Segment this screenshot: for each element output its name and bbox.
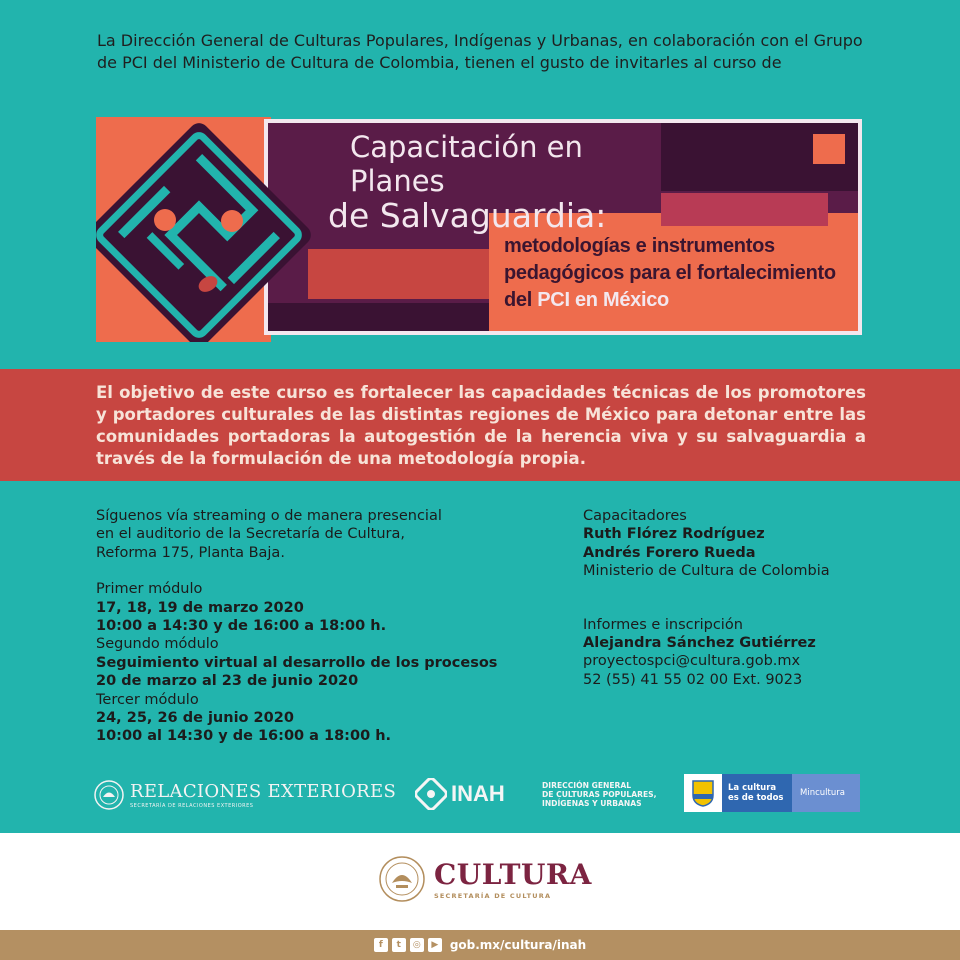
- min-line-2: es de todos: [728, 793, 784, 803]
- banner-subtitle-line3: [504, 287, 854, 314]
- objective-text: El objetivo de este curso es fortalecer las capacidades técnicas de los promotores y portadores culturales de las distintas regiones de México para detonar entre las comunidades portadoras la autogestión de la herencia viva y su salvaguardia a través de la formulación de una metodología propia.: [96, 383, 866, 468]
- social-icons: [374, 938, 442, 952]
- banner-title-line2: de Salvaguardia:: [328, 196, 607, 235]
- youtube-icon[interactable]: ▶: [428, 938, 442, 952]
- banner-title-line1: Capacitación en Planes: [350, 130, 583, 198]
- module-1-hours: 10:00 a 14:30 y de 16:00 a 18:00 h.: [96, 618, 387, 635]
- banner-subtitle-prefix: del: [504, 289, 532, 311]
- banner-subtitle: [504, 233, 854, 314]
- module-1-label: Primer módulo: [96, 581, 203, 598]
- sre-subtitle: SECRETARÍA DE RELACIONES EXTERIORES: [130, 803, 254, 809]
- inah-logo: [415, 778, 505, 810]
- dg-line-1: DIRECCIÓN GENERAL: [542, 781, 632, 790]
- module-3-label: Tercer módulo: [96, 691, 199, 708]
- streaming-line-2: en el auditorio de la Secretaría de Cultura,: [96, 526, 405, 543]
- mincultura-name: Mincultura: [792, 774, 860, 812]
- module-2-label: Segundo módulo: [96, 636, 219, 653]
- contact-phone: 52 (55) 41 55 02 00 Ext. 9023: [583, 671, 803, 688]
- streaming-line-1: Síguenos vía streaming o de manera presencial: [96, 508, 442, 524]
- bottom-bar: [0, 930, 960, 960]
- intro-text: La Dirección General de Culturas Populares, Indígenas y Urbanas, en colaboración con el Grupo de PCI del Ministerio de Cultura de Colombia, tienen el gusto de invitarles al curso de: [97, 31, 863, 72]
- footer-url[interactable]: gob.mx/cultura/inah: [449, 938, 587, 952]
- banner-subtitle-line1: metodologías e instrumentos: [504, 235, 775, 257]
- banner-subtitle-line2: pedagógicos para el fortalecimiento: [504, 262, 836, 284]
- trainers-organization: Ministerio de Cultura de Colombia: [583, 563, 830, 580]
- inah-name: INAH: [451, 781, 505, 806]
- sre-logo: [94, 779, 396, 811]
- mincultura-logo: [684, 774, 860, 812]
- cultura-name: CULTURA: [434, 858, 592, 891]
- trainer-1: Ruth Flórez Rodríguez: [583, 526, 765, 543]
- contacts-column: [583, 507, 903, 689]
- module-3-dates: 24, 25, 26 de junio 2020: [96, 710, 294, 727]
- eagle-seal-icon: [94, 780, 124, 810]
- national-emblem-icon: [378, 855, 426, 903]
- module-1-dates: 17, 18, 19 de marzo 2020: [96, 599, 304, 616]
- contact-name: Alejandra Sánchez Gutiérrez: [583, 635, 816, 652]
- course-banner: [96, 117, 864, 342]
- banner-subtitle-highlight: PCI en México: [537, 289, 669, 311]
- dg-line-3: INDÍGENAS Y URBANAS: [542, 799, 642, 808]
- sre-name: RELACIONES EXTERIORES: [130, 781, 397, 802]
- dg-line-2: DE CULTURAS POPULARES,: [542, 790, 657, 799]
- trainers-label: Capacitadores: [583, 508, 687, 524]
- streaming-line-3: Reforma 175, Planta Baja.: [96, 544, 285, 561]
- instagram-icon[interactable]: ◎: [410, 938, 424, 952]
- facebook-icon[interactable]: f: [374, 938, 388, 952]
- footer-white-area: [0, 833, 960, 930]
- module-2-description: Seguimiento virtual al desarrollo de los procesos: [96, 654, 498, 671]
- banner-title: [328, 130, 658, 234]
- partner-logos: [0, 770, 960, 820]
- cultura-subtitle: SECRETARÍA DE CULTURA: [434, 892, 552, 900]
- schedule-column: [96, 507, 556, 746]
- module-2-dates: 20 de marzo al 23 de junio 2020: [96, 673, 359, 690]
- colombia-shield-icon: [690, 778, 716, 808]
- contact-email[interactable]: proyectospci@cultura.gob.mx: [583, 653, 801, 670]
- info-label: Informes e inscripción: [583, 616, 743, 633]
- objective-band: [0, 369, 960, 481]
- min-line-1: La cultura: [728, 783, 777, 793]
- cultura-logo: [378, 855, 592, 903]
- twitter-icon[interactable]: t: [392, 938, 406, 952]
- trainer-2: Andrés Forero Rueda: [583, 544, 756, 561]
- module-3-hours: 10:00 al 14:30 y de 16:00 a 18:00 h.: [96, 728, 392, 745]
- inah-glyph-icon: [415, 778, 447, 810]
- dgcpiu-logo: [542, 781, 672, 808]
